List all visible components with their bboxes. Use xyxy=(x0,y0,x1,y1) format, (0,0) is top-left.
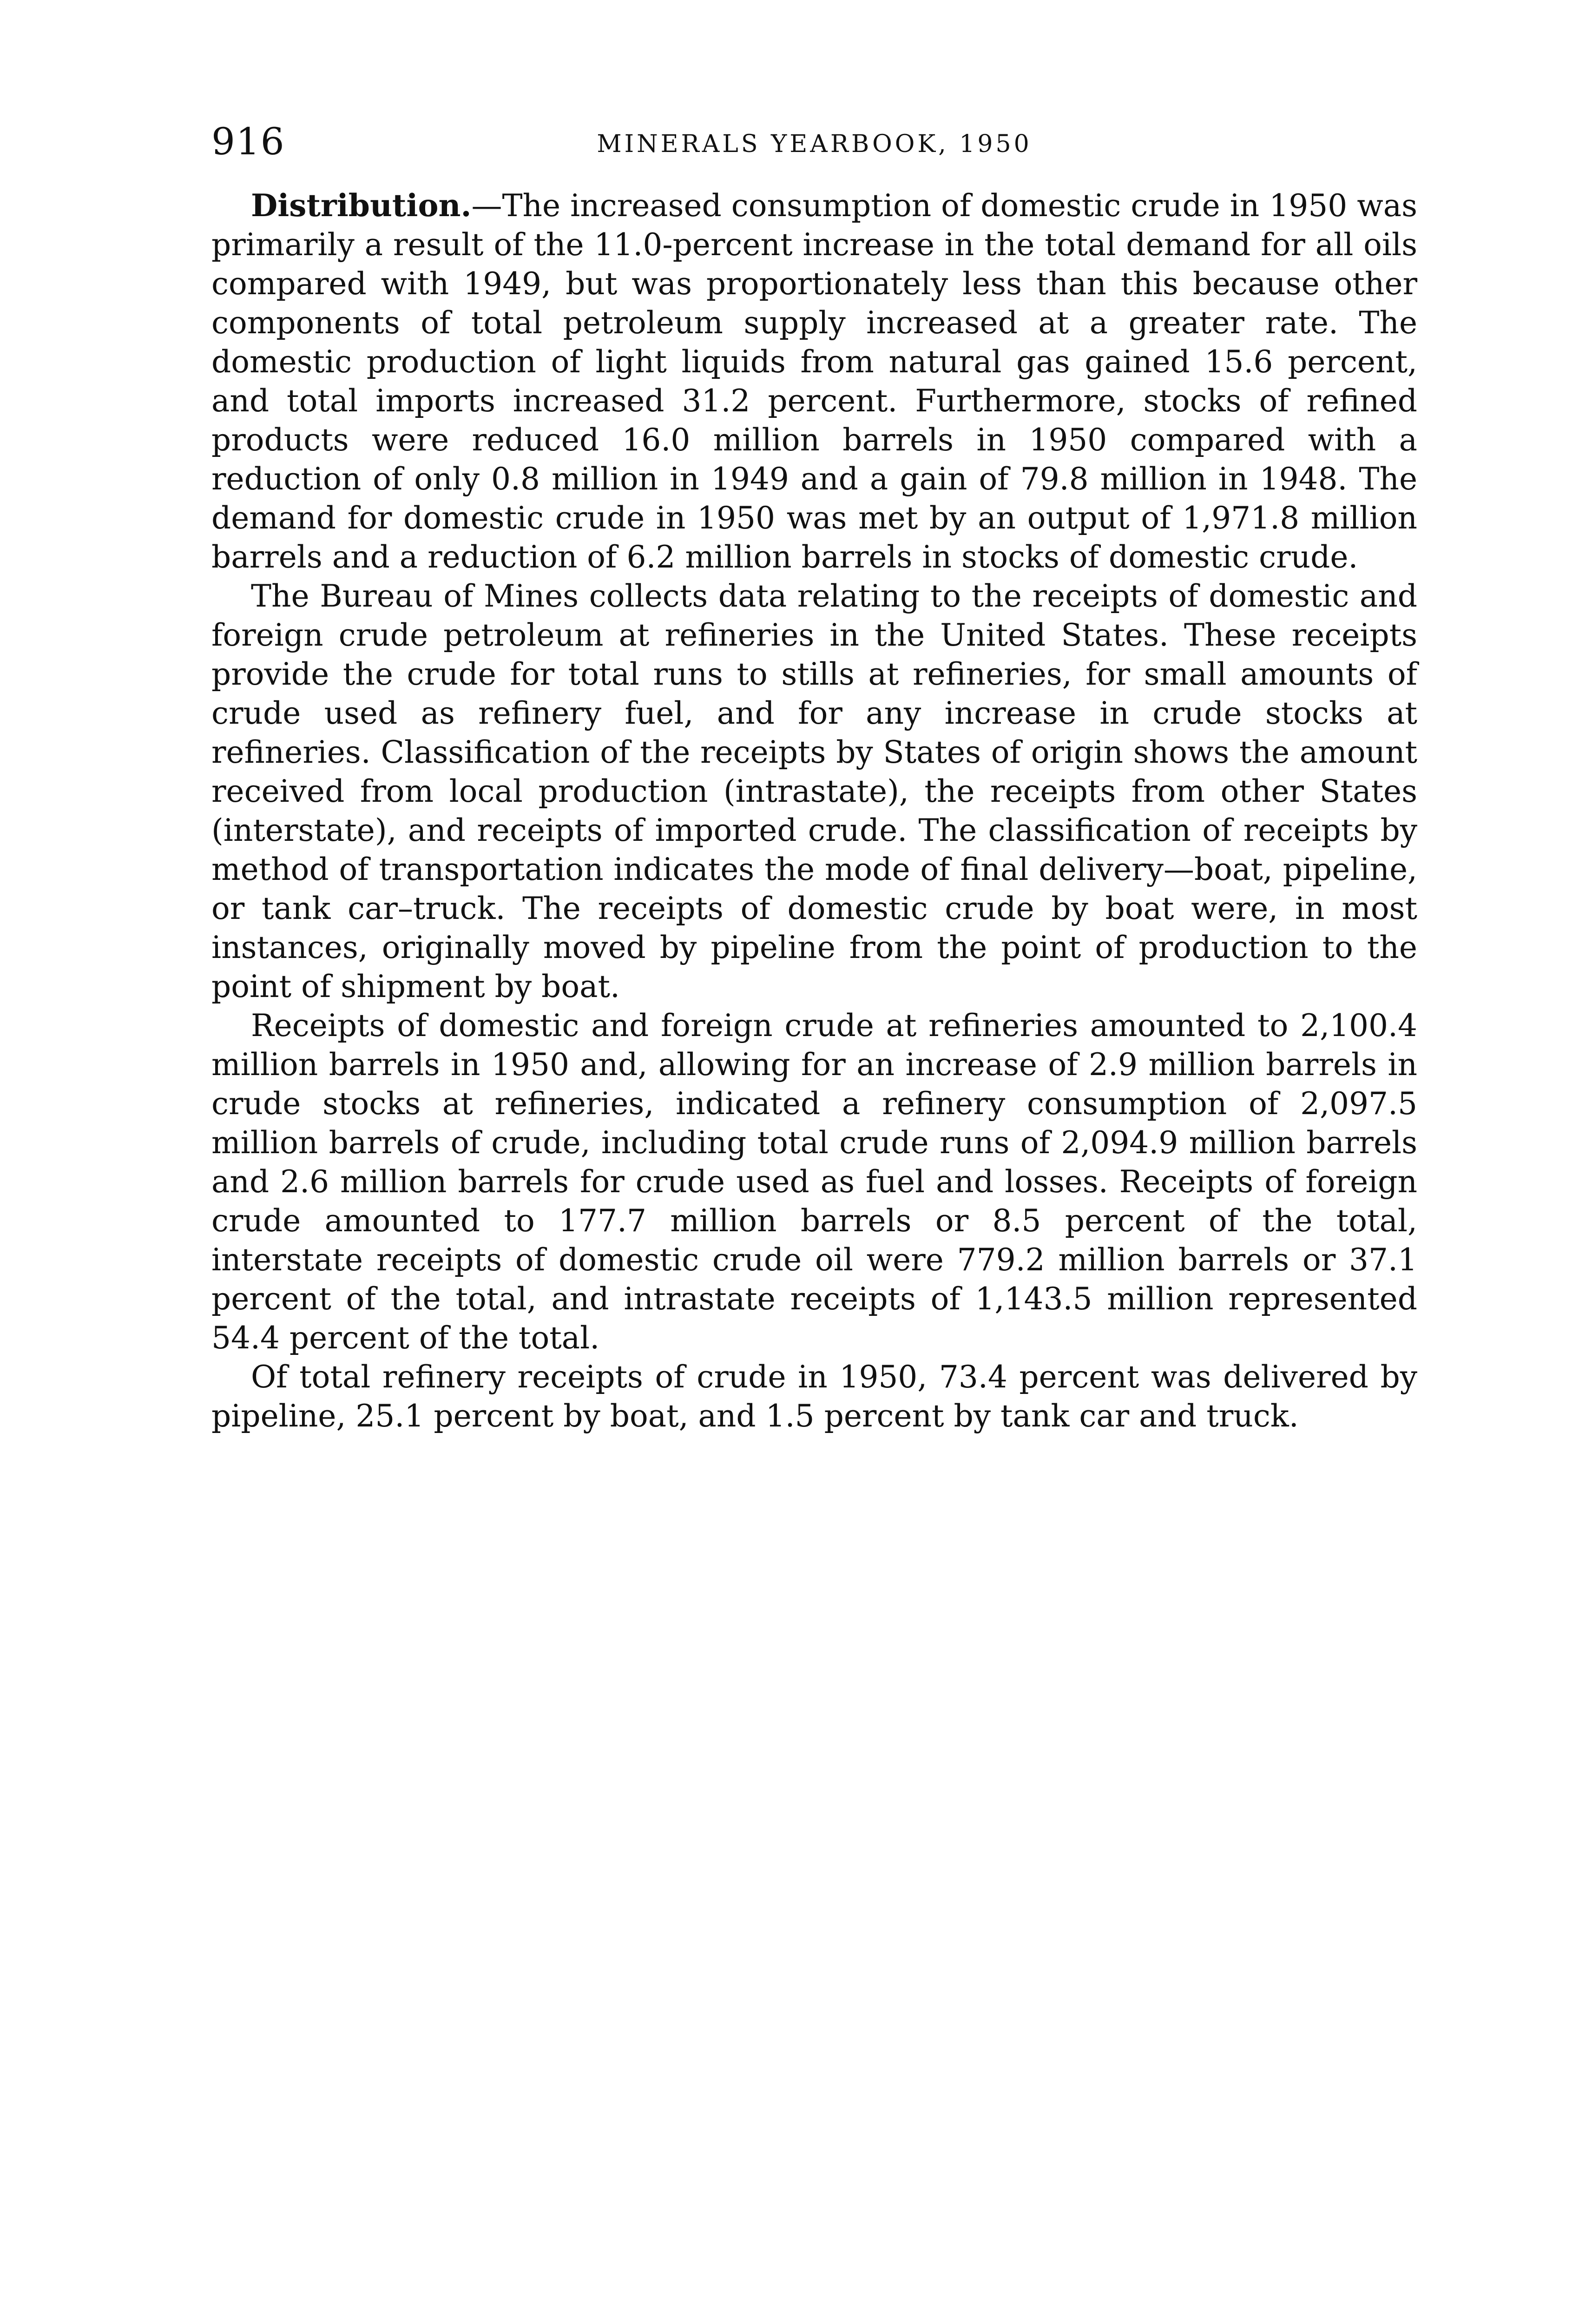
running-head xyxy=(211,119,1417,170)
paragraph-delivery-method: Of total refinery receipts of crude in 1950, 73.4 percent was delivered by pipeline, 25.1 percent by boat, and 1.5 percent by tank car and truck. xyxy=(211,1359,1417,1434)
page-number: 916 xyxy=(211,120,285,163)
document-page xyxy=(211,119,1417,1436)
paragraph-1-text: —The increased consumption of domestic crude in 1950 was primarily a result of the 11.0-percent increase in the total demand for all oils compared with 1949, but was proportionately less than this because other components of total petroleum supply increased at a greater rate. The domestic production of light liquids from natural gas gained 15.6 percent, and total imports increased 31.2 percent. Furthermore, stocks of refined products were reduced 16.0 million barrels in 1950 compared with a reduction of only 0.8 million in 1949 and a gain of 79.8 million in 1948. The demand for domestic crude in 1950 was met by an output of 1,971.8 million barrels and a reduction of 6.2 million barrels in stocks of domestic crude. xyxy=(211,188,1417,575)
paragraph-distribution xyxy=(211,186,1417,577)
paragraph-bureau-of-mines: The Bureau of Mines collects data relating to the receipts of domestic and foreign crude petroleum at refineries in the United States. These receipts provide the crude for total runs to stills at refineries, for small amounts of crude used as refinery fuel, and for any increase in crude stocks at refineries. Classification of the receipts by States of origin shows the amount received from local production (intrastate), the receipts from other States (interstate), and receipts of imported crude. The classification of receipts by method of transportation indicates the mode of final delivery—boat, pipeline, or tank car–truck. The receipts of domestic crude by boat were, in most instances, originally moved by pipeline from the point of production to the point of shipment by boat. xyxy=(211,578,1417,1004)
running-title: MINERALS YEARBOOK, 1950 xyxy=(597,130,1032,158)
body-text xyxy=(211,186,1417,1436)
paragraph-refinery-receipts: Receipts of domestic and foreign crude at refineries amounted to 2,100.4 million barrels in 1950 and, allowing for an increase of 2.9 million barrels in crude stocks at refineries, indicated a refinery consumption of 2,097.5 million barrels of crude, including total crude runs of 2,094.9 million barrels and 2.6 million barrels for crude used as fuel and losses. Receipts of foreign crude amounted to 177.7 million barrels or 8.5 percent of the total, interstate receipts of domestic crude oil were 779.2 million barrels or 37.1 percent of the total, and intrastate receipts of 1,143.5 million represented 54.4 percent of the total. xyxy=(211,1008,1417,1356)
section-heading-distribution: Distribution. xyxy=(251,187,472,224)
